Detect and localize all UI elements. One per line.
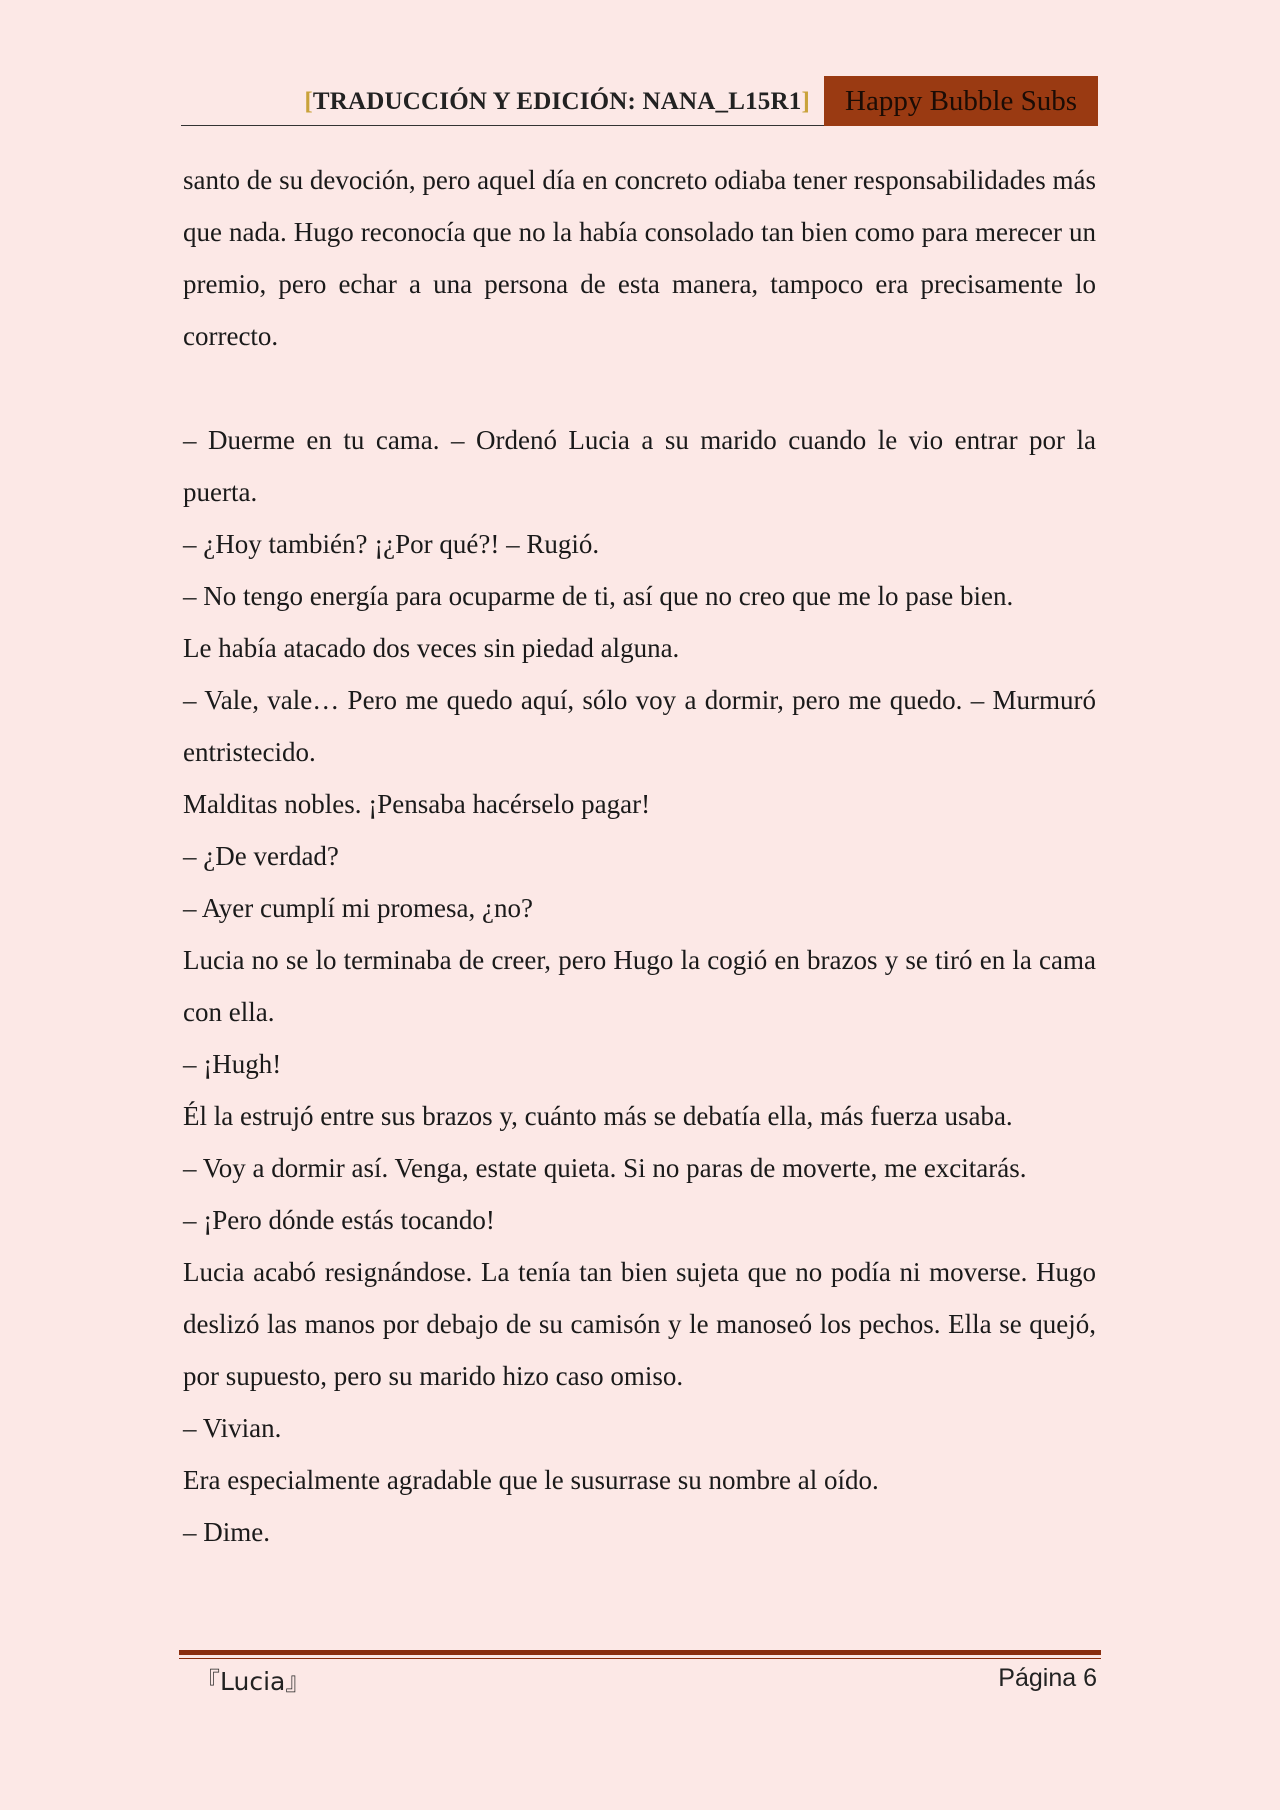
paragraph: Él la estrujó entre sus brazos y, cuánto más se debatía ella, más fuerza usaba. xyxy=(183,1101,1013,1131)
paragraph: – ¿De verdad? xyxy=(183,841,339,871)
paragraph: Lucia no se lo terminaba de creer, pero Hugo la cogió en brazos y se tiró en la cama con ella. xyxy=(183,945,1096,1027)
translation-credit xyxy=(304,88,810,116)
brand-label: Happy Bubble Subs xyxy=(824,76,1098,126)
paragraph: – No tengo energía para ocuparme de ti, así que no creo que me lo pase bien. xyxy=(183,581,1014,611)
paragraph: Era especialmente agradable que le susurrase su nombre al oído. xyxy=(183,1465,879,1495)
paragraph: Malditas nobles. ¡Pensaba hacérselo pagar! xyxy=(183,789,651,819)
footer-rule-thin xyxy=(179,1658,1101,1659)
header-rule xyxy=(181,125,824,126)
page-header xyxy=(181,76,1098,126)
paragraph: – Dime. xyxy=(183,1517,270,1547)
paragraph: – ¡Hugh! xyxy=(183,1049,282,1079)
paragraph: – Voy a dormir así. Venga, estate quieta. Si no paras de moverte, me excitarás. xyxy=(183,1153,1027,1183)
paragraph: – Vivian. xyxy=(183,1413,282,1443)
footer-rule-thick xyxy=(179,1650,1101,1655)
paragraph: santo de su devoción, pero aquel día en concreto odiaba tener responsabilidades más que nada. Hugo reconocía que no la había consolado tan bien como para merecer un premio, pero echar a una persona de esta manera, tampoco era precisamente lo correcto. xyxy=(183,165,1096,351)
book-title: 『Lucia』 xyxy=(195,1667,311,1696)
paragraph: Le había atacado dos veces sin piedad alguna. xyxy=(183,633,680,663)
paragraph: – Duerme en tu cama. – Ordenó Lucia a su marido cuando le vio entrar por la puerta. xyxy=(183,425,1096,507)
page-number: Página 6 xyxy=(998,1664,1097,1692)
paragraph-spacer xyxy=(183,362,1096,414)
paragraph: Lucia acabó resignándose. La tenía tan bien sujeta que no podía ni moverse. Hugo deslizó las manos por debajo de su camisón y le manoseó los pechos. Ella se quejó, por supuesto, pero su marido hizo caso omiso. xyxy=(183,1257,1096,1391)
paragraph: – Ayer cumplí mi promesa, ¿no? xyxy=(183,893,533,923)
paragraph: – ¿Hoy también? ¡¿Por qué?! – Rugió. xyxy=(183,529,600,559)
paragraph: – Vale, vale… Pero me quedo aquí, sólo voy a dormir, pero me quedo. – Murmuró entristecido. xyxy=(183,685,1096,767)
credit-bracket-open: [ xyxy=(304,88,313,115)
paragraph: – ¡Pero dónde estás tocando! xyxy=(183,1205,495,1235)
credit-text: TRADUCCIÓN Y EDICIÓN: NANA_L15R1 xyxy=(312,88,802,115)
document-body xyxy=(183,154,1096,1558)
credit-bracket-close: ] xyxy=(801,88,810,115)
